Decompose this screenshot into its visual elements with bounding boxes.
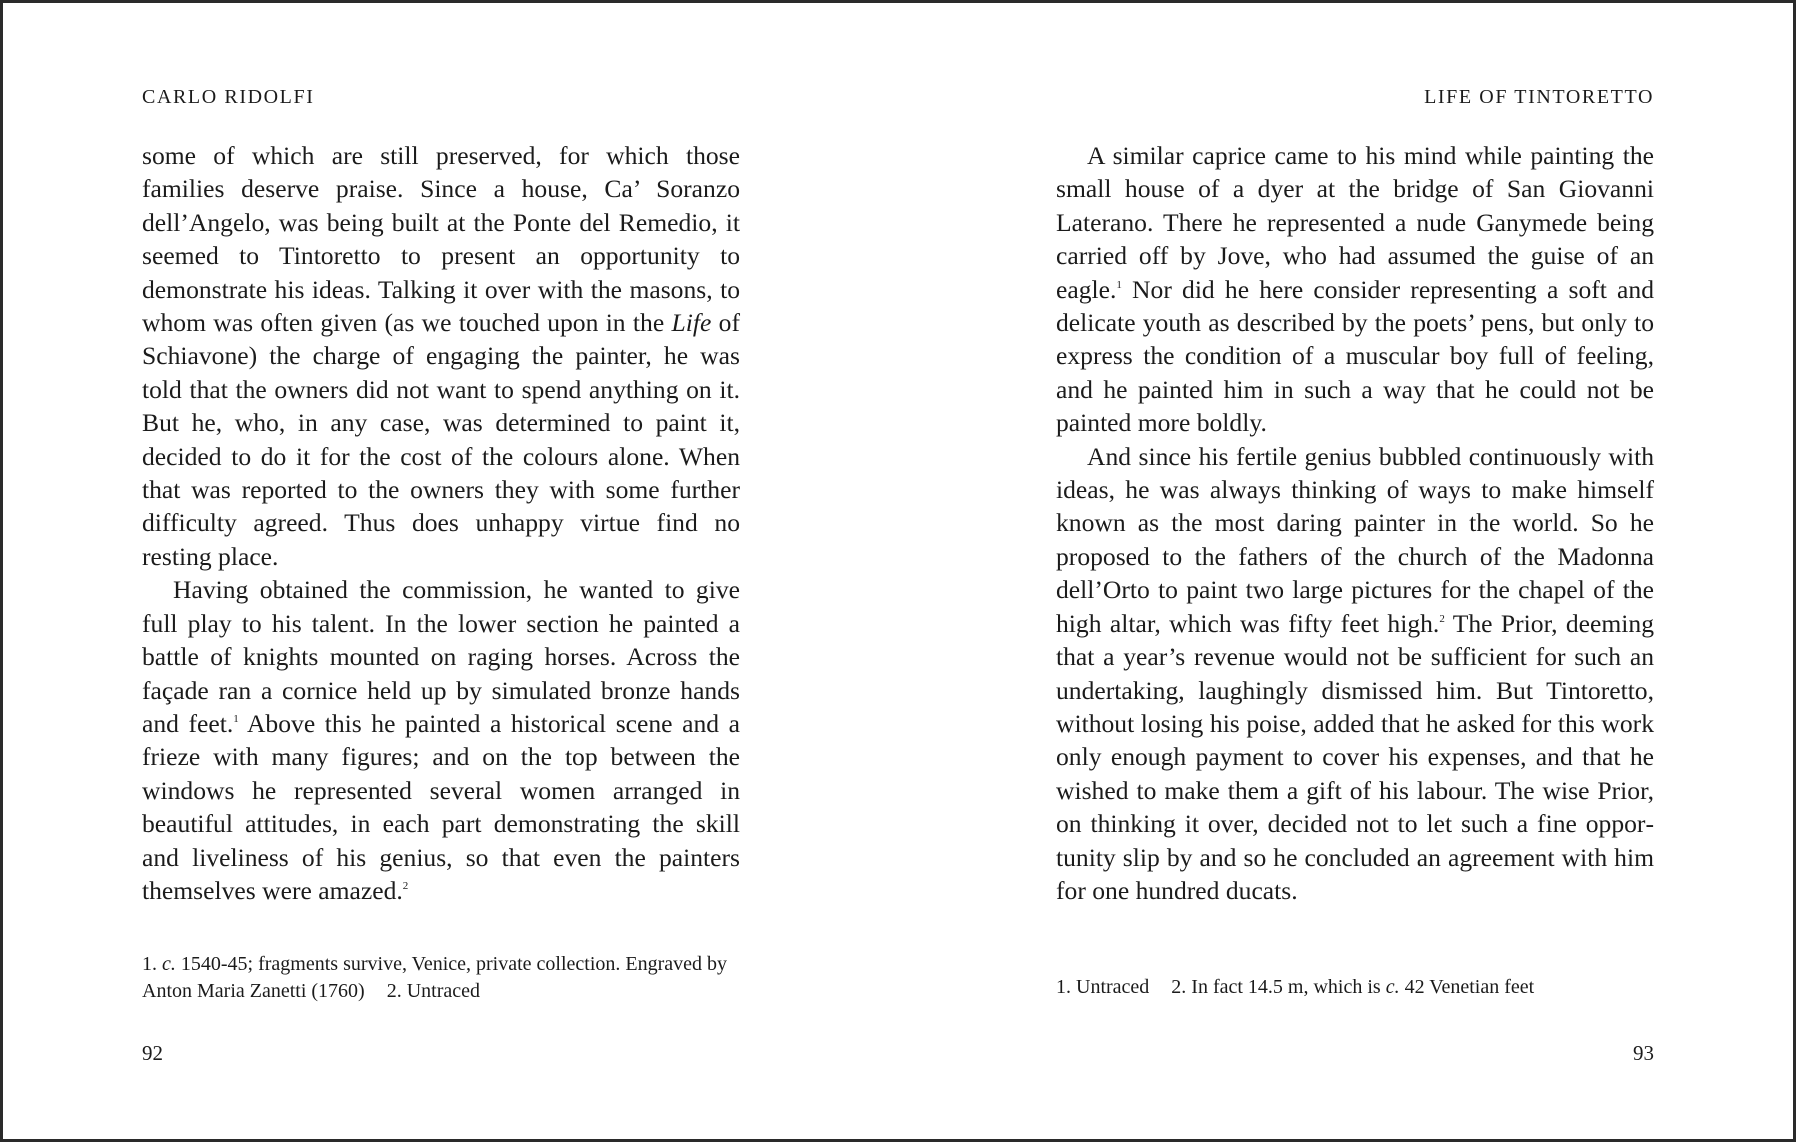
- left-p1-text-b: of Schiavone) the charge of engaging the painter, he was told that the owners did not want to spend anything on it. But he, who, in any case, was determined to paint it, decided to do it for the cost of the colours alone. When that was reported to the owners they with some further difficulty agreed. Thus does unhappy virtue find no resting place.: [142, 308, 741, 571]
- left-p2-text-a: Having obtained the commission, he wanted to give full play to his talent. In the lower section he painted a battle of knights mounted on raging horses. Across the façade ran a cornice held up by simulated bronze hands and feet.: [142, 575, 740, 738]
- footnote-marker-2: 2: [402, 879, 409, 892]
- left-footnote-1-text: 1540-45; fragments survive, Venice, private collection. Engraved by Anton Maria Zanetti (1760): [142, 953, 728, 1002]
- left-page: [142, 3, 740, 1139]
- right-p2-text-b: The Prior, deeming that a year’s revenue would not be sufficient for such an undertaking, laughingly dismissed him. But Tintoretto, without losing his poise, added that he asked for this work only enough payment to cover his expenses, and that he wished to make them a gift of his labour. The wise Prior, on thinking it over, decided not to let such a fine opportunity slip by and so he concluded an agreement with him for one hundred ducats.: [1056, 608, 1654, 905]
- page-number-left: 92: [142, 1041, 163, 1065]
- right-footnote-2-circa: c.: [1385, 976, 1400, 998]
- left-footnotes: [142, 951, 740, 1005]
- right-footnotes: [1056, 974, 1654, 1001]
- right-p2-text-a: And since his fertile genius bubbled continuously with ideas, he was always thinking of ways to make himself known as the most daring painter in the world. So he proposed to the fathers of the church of the Madonna dell’Orto to paint two large pictures for the chapel of the high altar, which was fifty feet high.: [1056, 441, 1654, 638]
- right-p1-text-a: A similar caprice came to his mind while painting the small house of a dyer at the bridge of San Giovanni Laterano. There he represented a nude Ganymede being carried off by Jove, who had assumed the guise of an eagle.: [1056, 141, 1654, 304]
- left-footnote-1-circa: c.: [162, 953, 176, 975]
- left-p1-text-a: some of which are still preserved, for which those families deserve praise. Since a house, Ca’ Soranzo dell’Angelo, was being built at the Ponte del Remedio, it seemed to Tintoretto to present an opportunity to demonstrate his ideas. Talking it over with the masons, to whom was often given (as we touched upon in the: [142, 141, 740, 338]
- right-footnote-2-text-b: 42 Venetian feet: [1399, 976, 1535, 998]
- left-footnote-block: [142, 951, 740, 1005]
- running-head-left: CARLO RIDOLFI: [142, 86, 315, 108]
- left-footnote-1-number: 1.: [142, 953, 162, 975]
- right-paragraph-1: [1056, 139, 1654, 440]
- right-footnote-block: [1056, 974, 1654, 1001]
- right-footnote-1-text: 1. Untraced: [1056, 976, 1150, 998]
- left-body-text: [142, 139, 740, 907]
- left-p2-text-b: Above this he painted a historical scene and a frieze with many figures; and on the top between the windows he represented several women arranged in beautiful attitudes, in each part demonstrating the skill and liveliness of his genius, so that even the painters themselves were amazed.: [142, 708, 740, 905]
- left-p1-italic-title: Life: [671, 308, 712, 338]
- footnote-marker-1: 1: [233, 712, 239, 725]
- page-number-right: 93: [1633, 1041, 1654, 1065]
- right-body-text: [1056, 139, 1654, 907]
- left-paragraph-2: [142, 573, 740, 907]
- footnote-marker-1: 1: [1116, 278, 1122, 291]
- right-page: [1056, 3, 1654, 1139]
- right-footnote-2-text-a: 2. In fact 14.5 m, which is: [1171, 976, 1386, 998]
- right-p1-text-b: Nor did he here consider representing a soft and delicate youth as described by the poets’ pens, but only to express the condition of a muscular boy full of feeling, and he painted him in such a way that he could not be painted more boldly.: [1056, 274, 1654, 438]
- running-head-right: LIFE OF TINTORETTO: [1424, 86, 1654, 108]
- left-footnote-2-text: 2. Untraced: [386, 980, 481, 1002]
- right-paragraph-2: [1056, 440, 1654, 908]
- footnote-marker-2: 2: [1439, 612, 1445, 625]
- left-paragraph-1: [142, 139, 740, 573]
